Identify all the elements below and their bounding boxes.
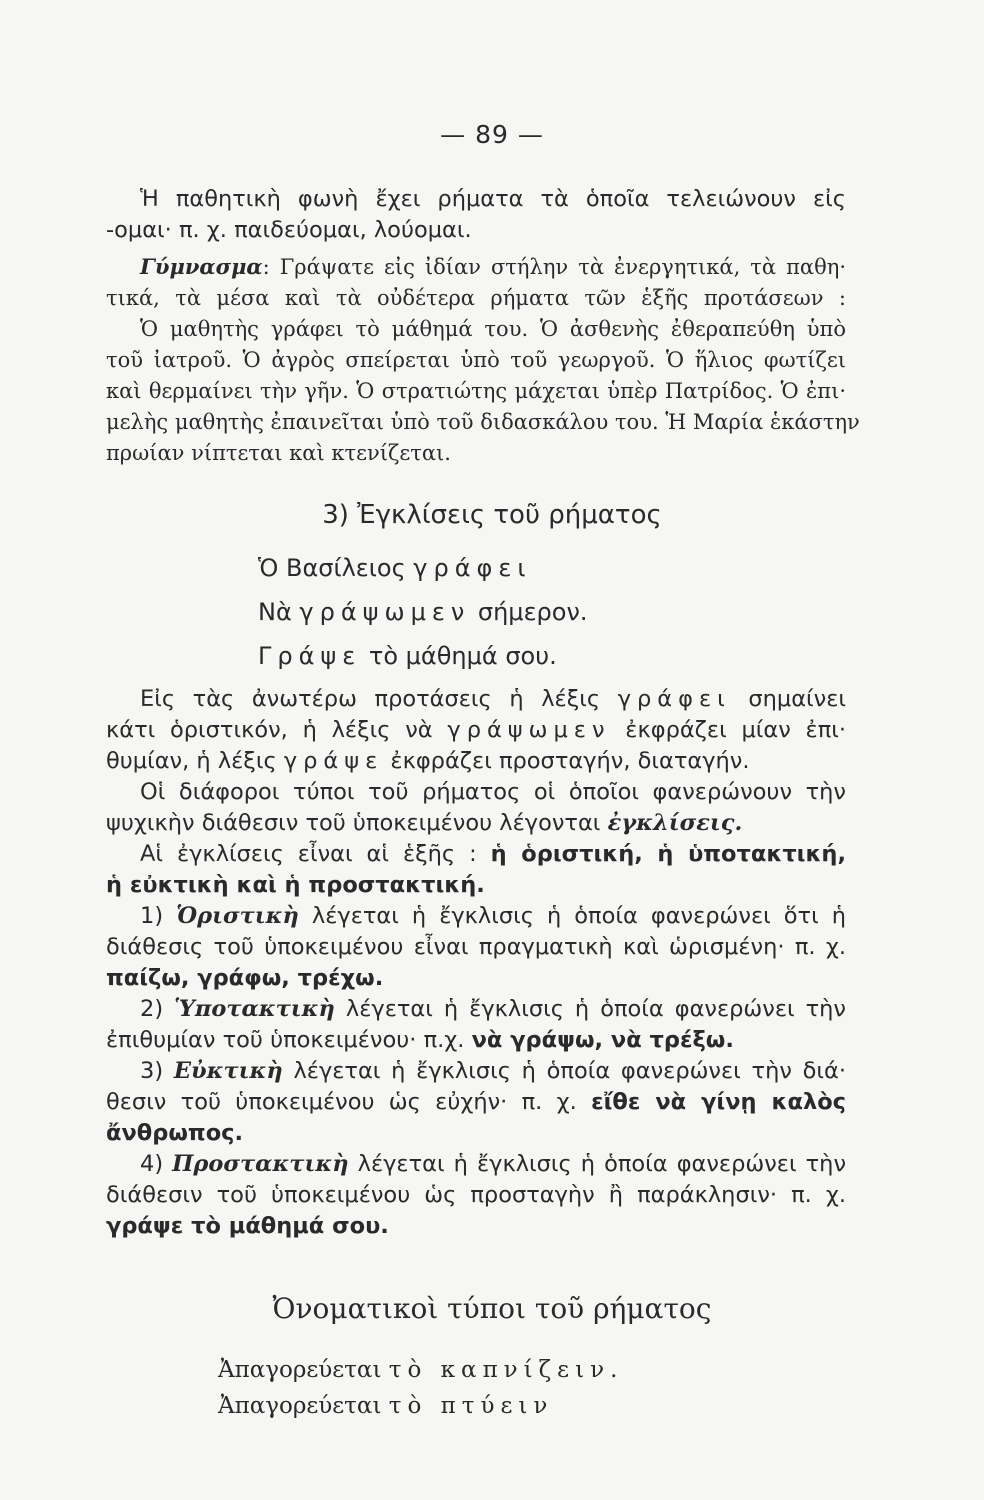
intro-paragraph (106, 184, 846, 246)
paragraph-line: ψυχικὴν διάθεσιν τοῦ ὑποκειμένου λέγονται ἐγκλίσεις. (106, 810, 743, 836)
exercise-line: πρωίαν νίπτεται καὶ κτενίζεται. (106, 441, 451, 465)
example-verb: γράφει (413, 554, 532, 582)
exercise-block (106, 251, 860, 469)
mood-definition-1: 1) Ὁριστικὴ λέγεται ἡ ἔγκλισις ἡ ὁποία φανερώνει ὅτι ἡ (140, 903, 846, 929)
section-heading-moods: 3) Ἐγκλίσεις τοῦ ρήματος (322, 500, 662, 530)
exercise-line: μελὴς μαθητὴς ἐπαινεῖται ὑπὸ τοῦ διδασκάλου του. Ἡ Μαρία ἑκάστην (106, 410, 860, 434)
paragraph-line: θεσιν τοῦ ὑποκειμένου ὡς εὐχήν· π. χ. εἴθε νὰ γίνῃ καλὸς (106, 1089, 846, 1115)
paragraph-line: διάθεσις τοῦ ὑποκειμένου εἶναι πραγματικὴ καὶ ὡρισμένη· π. χ. (106, 934, 846, 960)
paragraph-line: κάτι ὁριστικόν, ἡ λέξις νὰ γράψωμεν ἐκφράζει μίαν ἐπι· (106, 717, 847, 743)
paragraph-line: ἄνθρωπος. (106, 1120, 244, 1146)
example-verb: τὸ πτύειν (388, 1393, 554, 1419)
paragraph-line: Εἰς τὰς ἀνωτέρω προτάσεις ἡ λέξις γράφει σημαίνει (140, 686, 847, 712)
exercise-line: καὶ θερμαίνει τὴν γῆν. Ὁ στρατιώτης μάχεται ὑπὲρ Πατρίδος. Ὁ ἐπι· (106, 379, 846, 403)
moods-explanation (106, 684, 846, 1242)
exercise-line: τικά, τὰ μέσα καὶ τὰ οὐδέτερα ρήματα τῶν ἑξῆς προτάσεων : (106, 286, 846, 310)
exercise-line: τοῦ ἰατροῦ. Ὁ ἀγρὸς σπείρεται ὑπὸ τοῦ γεωργοῦ. Ὁ ἥλιος φωτίζει (106, 348, 846, 372)
nominal-example-1: Ἀπαγορεύεται τὸ καπνίζειν. (218, 1357, 624, 1383)
example-verb: γράψωμεν (299, 598, 471, 626)
paragraph-line: διάθεσιν τοῦ ὑποκειμένου ὡς προσταγὴν ἢ παράκλησιν· π. χ. (106, 1182, 846, 1208)
exercise-label: Γύμνασμα (140, 254, 263, 279)
exercise-first-line: : Γράψατε εἰς ἰδίαν στήλην τὰ ἐνεργητικά, τὰ παθη· (262, 255, 846, 279)
paragraph-line: Οἱ διάφοροι τύποι τοῦ ρήματος οἱ ὁποῖοι φανερώνουν τὴν (140, 779, 846, 805)
mood-example-2: Νὰ γράψωμεν σήμερον. (258, 598, 588, 626)
exercise-line: Ὁ μαθητὴς γράφει τὸ μάθημά του. Ὁ ἀσθενὴς ἐθεραπεύθη ὑπὸ (140, 317, 846, 341)
term-egkliseis: ἐγκλίσεις. (607, 810, 743, 836)
paragraph-line: γράψε τὸ μάθημά σου. (106, 1213, 389, 1239)
mood-definition-3: 3) Εὐκτικὴ λέγεται ἡ ἔγκλισις ἡ ὁποία φανερώνει τὴν διά· (140, 1058, 847, 1084)
intro-line-1: Ἡ παθητικὴ φωνὴ ἔχει ρήματα τὰ ὁποῖα τελειώνουν εἰς (140, 186, 846, 212)
mood-example-1: Ὁ Βασίλειος γράφει (258, 554, 532, 582)
exercise-line-1 (106, 251, 846, 283)
intro-line-2: -ομαι· π. χ. παιδεύομαι, λούομαι. (106, 217, 472, 243)
nominal-example-2: Ἀπαγορεύεται τὸ πτύειν (218, 1393, 554, 1419)
paragraph-line: ἐπιθυμίαν τοῦ ὑποκειμένου· π.χ. νὰ γράψω, νὰ τρέξω. (106, 1027, 734, 1053)
paragraph-line: Αἱ ἐγκλίσεις εἶναι αἱ ἑξῆς : ἡ ὁριστική, ἡ ὑποτακτική, (140, 841, 846, 867)
paragraph-line: παίζω, γράφω, τρέχω. (106, 965, 384, 991)
example-verb: Γράψε (258, 642, 362, 670)
page-number: — 89 — (440, 120, 544, 149)
example-verb: τὸ καπνίζειν. (388, 1357, 624, 1383)
paragraph-line: ἡ εὐκτικὴ καὶ ἡ προστακτική. (106, 872, 485, 898)
mood-example-3: Γράψε τὸ μάθημά σου. (258, 642, 557, 670)
paragraph-line: θυμίαν, ἡ λέξις γράψε ἐκφράζει προσταγήν, διαταγήν. (106, 748, 750, 774)
section-heading-nominal: Ὀνοματικοὶ τύποι τοῦ ρήματος (272, 1292, 712, 1325)
mood-definition-2: 2) Ὑποτακτικὴ λέγεται ἡ ἔγκλισις ἡ ὁποία φανερώνει τὴν (140, 996, 846, 1022)
mood-definition-4: 4) Προστακτικὴ λέγεται ἡ ἔγκλισις ἡ ὁποία φανερώνει τὴν (140, 1151, 847, 1177)
